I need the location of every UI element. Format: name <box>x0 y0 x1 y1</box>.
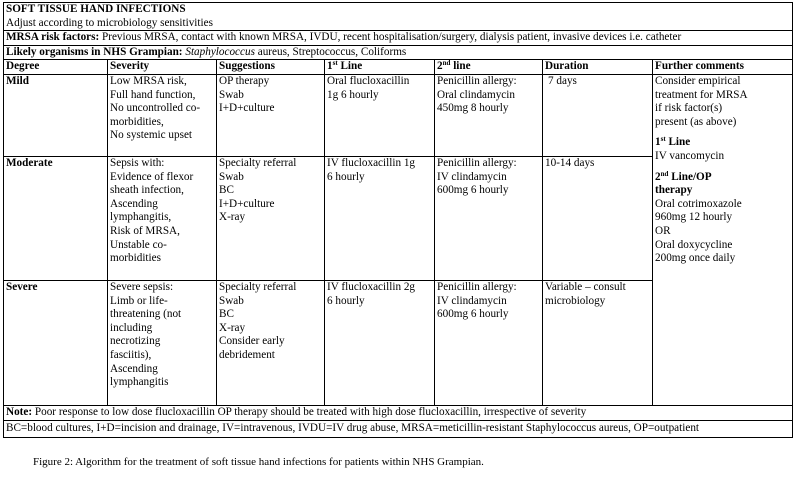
further-second-line-heading: 2nd Line/OP <box>655 169 712 183</box>
header-suggestions: Suggestions <box>217 60 325 75</box>
header-first-line: 1st Line <box>325 60 435 75</box>
header-severity: Severity <box>108 60 217 75</box>
organisms-rest: aureus, Streptococcus, Coliforms <box>254 45 407 58</box>
moderate-degree: Moderate <box>4 156 108 280</box>
further-first-line-heading: 1st Line <box>655 135 691 149</box>
mild-severity: Low MRSA risk, Full hand function, No uncontrolled co- morbidities, No systemic upset <box>108 74 217 156</box>
mrsa-risk-row <box>4 31 793 46</box>
abbreviations-row <box>4 420 793 438</box>
abbreviations-text: BC=blood cultures, I+D=incision and drainage, IV=intravenous, IVDU=IV drug abuse, MRSA=meticillin-resistant Staphylococcus aureus, OP=outpatient <box>4 420 793 438</box>
severe-second-line: Penicillin allergy: IV clindamycin 600mg 6 hourly <box>435 280 543 405</box>
organisms-italic: Staphylococcus <box>185 45 255 58</box>
moderate-first-line: IV flucloxacillin 1g 6 hourly <box>325 156 435 280</box>
note-row <box>4 405 793 420</box>
moderate-severity: Sepsis with: Evidence of flexor sheath infection, Ascending lymphangitis, Risk of MRSA, Unstable co- morbidities <box>108 156 217 280</box>
severe-first-line: IV flucloxacillin 2g 6 hourly <box>325 280 435 405</box>
severe-suggestions: Specialty referral Swab BC X-ray Consider early debridement <box>217 280 325 405</box>
header-degree: Degree <box>4 60 108 75</box>
mild-first-line: Oral flucloxacillin 1g 6 hourly <box>325 74 435 156</box>
severe-degree: Severe <box>4 280 108 405</box>
moderate-duration: 10-14 days <box>543 156 653 280</box>
moderate-second-line: Penicillin allergy: IV clindamycin 600mg 6 hourly <box>435 156 543 280</box>
mild-duration: 7 days <box>543 74 653 156</box>
further-comments: Consider empirical treatment for MRSA if risk factor(s) present (as above) 1st Line IV vancomycin 2nd Line/OP therapy Oral cotrimoxazole 960mg 12 hourly OR Oral doxycycline 200mg once daily <box>653 74 793 405</box>
figure-caption: Figure 2: Algorithm for the treatment of soft tissue hand infections for patients within NHS Grampian. <box>33 456 484 468</box>
mild-second-line: Penicillin allergy: Oral clindamycin 450mg 8 hourly <box>435 74 543 156</box>
mild-suggestions: OP therapy Swab I+D+culture <box>217 74 325 156</box>
note-label: Note: <box>6 405 33 418</box>
moderate-suggestions: Specialty referral Swab BC I+D+culture X-ray <box>217 156 325 280</box>
organisms-row <box>4 45 793 60</box>
header-row <box>4 60 793 75</box>
hand-infection-table <box>3 2 793 438</box>
organisms-label: Likely organisms in NHS Grampian: <box>6 45 186 58</box>
title-row <box>4 3 793 31</box>
mrsa-risk-label: MRSA risk factors: <box>6 31 100 44</box>
note-text: Poor response to low dose flucloxacillin OP therapy should be treated with high dose flucloxacillin, irrespective of severity <box>32 405 587 418</box>
document-subtitle: Adjust according to microbiology sensitivities <box>6 16 213 29</box>
header-duration: Duration <box>543 60 653 75</box>
mild-degree: Mild <box>4 74 108 156</box>
header-further-comments: Further comments <box>653 60 793 75</box>
row-mild <box>4 74 793 156</box>
document-title: SOFT TISSUE HAND INFECTIONS <box>6 3 186 15</box>
severe-severity: Severe sepsis: Limb or life- threatening (not including necrotizing fasciitis), Ascending lymphangitis <box>108 280 217 405</box>
header-second-line: 2nd line <box>435 60 543 75</box>
guideline-document <box>3 2 792 438</box>
mrsa-risk-text: Previous MRSA, contact with known MRSA, IVDU, recent hospitalisation/surgery, dialysis patient, invasive devices i.e. catheter <box>99 31 682 44</box>
severe-duration: Variable – consult microbiology <box>543 280 653 405</box>
